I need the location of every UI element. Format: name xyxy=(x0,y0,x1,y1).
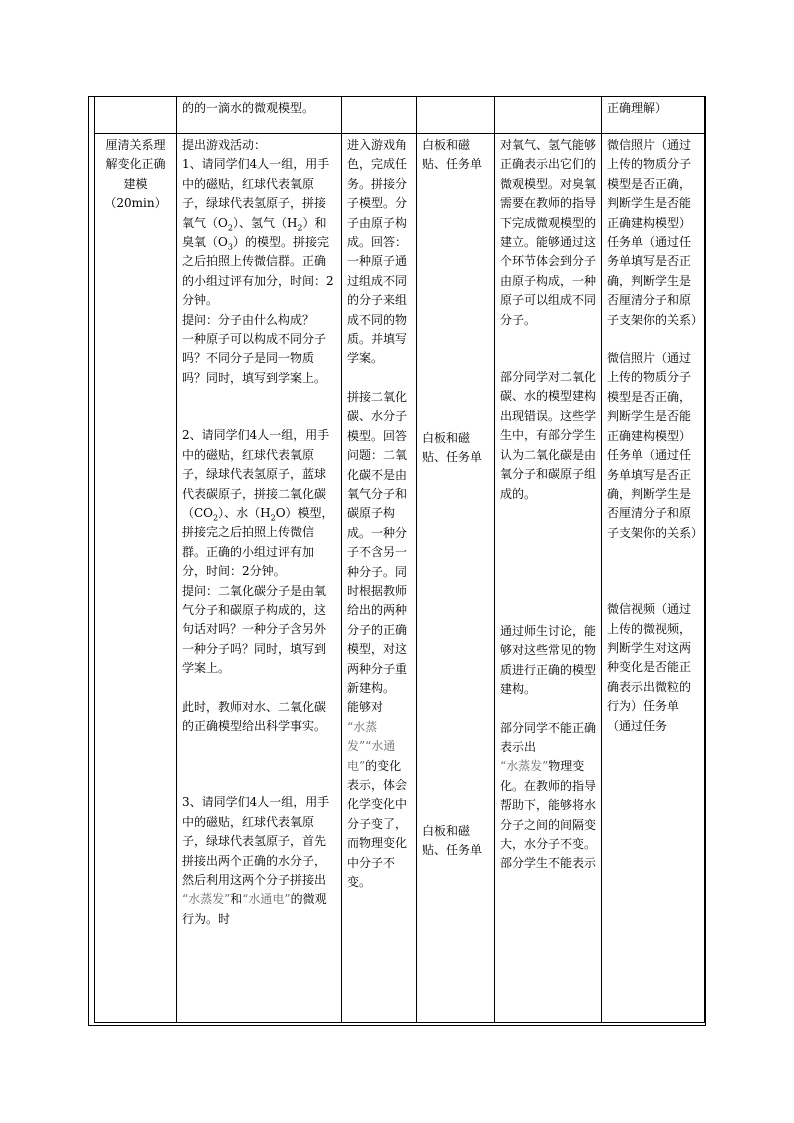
student1-text: 进入游戏角色，完成任务。拼接分子模型。分子由原子构成。回答：一种原子通过组成不同的分子来组成不同的物质。并填写学案。 xyxy=(347,138,408,366)
task1-question-2: 一种原子可以构成不同分子吗？不同分子是同一物质吗？同时，填写到学案上。 xyxy=(182,332,327,385)
cell-teacher-activity xyxy=(177,134,342,1023)
cell-stage xyxy=(95,134,177,1023)
analysis3-text: 部分同学不能正确表示出 “水蒸发”物理变化。在教师的指导帮助下，能够将水分子之间的间隔变大，水分子不变。部分学生不能表示 xyxy=(500,720,597,871)
stage-time: （20min） xyxy=(104,196,167,211)
eval1-photo: 微信照片（通过上传的物质分子模型是否正确，判断学生是否能正确建构模型） xyxy=(607,138,692,230)
task1-intro: 提出游戏活动： xyxy=(182,138,267,152)
analysis2-text: 部分同学对二氧化碳、水的模型建构出现错误。这些学生中，有部分学生认为二氧化碳是由氧分子和碳原子组成的。 xyxy=(500,370,597,501)
resource3-text: 白板和磁贴、任务单 xyxy=(422,823,483,858)
task3-text: 3、请同学们4人一组，用手中的磁贴，红球代表氧原子，绿球代表氢原子，首先拼接出两个正确的水分子，然后利用这两个分子拼接出 “水蒸发”和“水通电”的微观行为。时 xyxy=(182,795,330,926)
cell-evaluation xyxy=(602,134,705,1023)
student2-text: 拼接二氧化碳、水分子模型。回答问题：二氧化碳不是由氧气分子和碳原子构成。一种分子不含另一种分子。同时根据教师给出的两种分子的正确模型，对这两种分子重新建构。 xyxy=(347,389,408,695)
stage-title: 厘清关系理解变化正确建模 xyxy=(105,138,166,191)
analysis1-text: 对氧气、氢气能够正确表示出它们的微观模型。对臭氧需要在教师的指导下完成微观模型的建立。能够通过这个环节体会到分子由原子构成，一种原子可以组成不同分子。 xyxy=(500,138,597,327)
task2-fact: 此时，教师对水、二氧化碳的正确模型给出科学事实。 xyxy=(182,699,327,733)
student3-text: 能够对 “水蒸发”“水通电”的变化表示，体会化学变化中分子变了，而物理变化中分子不变。 xyxy=(347,700,408,890)
eval2-photo: 微信照片（通过上传的物质分子模型是否正确，判断学生是否能正确建构模型） xyxy=(607,351,692,443)
task1-text: 1、请同学们4人一组，用手中的磁贴，红球代表氧原子，绿球代表氢原子，拼接氧气$(O_2)$、氢气$(H_2)$和臭氧$(O_3)$的模型。拼接完之后拍照上传微信群。正确的小组过评有加分，时间：2分钟。 xyxy=(182,157,334,308)
eval3-video: 微信视频（通过上传的微视频，判断学生对这两种变化是否能正确表示出微粒的行为）任务单（通过任务 xyxy=(607,602,692,733)
analysis2-discussion: 通过师生讨论，能够对这些常见的物质进行正确的模型建构。 xyxy=(500,623,597,697)
cell-prev-eval: 正确理解） xyxy=(602,97,705,134)
cell-student-activity xyxy=(342,134,417,1023)
eval1-worksheet: 任务单（通过任务单填写是否正确，判断学生是否厘清分子和原子支架你的关系） xyxy=(607,235,704,327)
cell-empty xyxy=(95,97,177,134)
cell-empty xyxy=(342,97,417,134)
task1-question: 提问：分子由什么构成？ xyxy=(182,312,315,327)
task2-text: 2、请同学们4人一组，用手中的磁贴，红球代表氧原子，绿球代表氢原子，蓝球代表碳原子，拼接二氧化碳$(CO_2)$、水$(H_2O)$模型，拼接完之后拍照上传微信群。正确的小组过评有加分，时间：2分钟。 xyxy=(182,428,334,579)
resource2-text: 白板和磁贴、任务单 xyxy=(422,430,483,465)
cell-analysis xyxy=(495,134,602,1023)
resource1-text: 白板和磁贴、任务单 xyxy=(422,138,483,172)
task2-question: 提问：二氧化碳分子是由氧气分子和碳原子构成的，这句话对吗？一种分子含另外一种分子吗？同时，填写到学案上。 xyxy=(182,583,327,676)
cell-prev-teacher: 的的一滴水的微观模型。 xyxy=(177,97,342,134)
cell-resources xyxy=(417,134,495,1023)
lesson-plan-table xyxy=(94,96,705,1023)
table-row-main xyxy=(95,134,705,1023)
table-row-previous xyxy=(95,97,705,134)
cell-empty xyxy=(417,97,495,134)
cell-empty xyxy=(495,97,602,134)
eval2-worksheet: 任务单（通过任务单填写是否正确，判断学生是否厘清分子和原子支架你的关系） xyxy=(607,448,704,540)
